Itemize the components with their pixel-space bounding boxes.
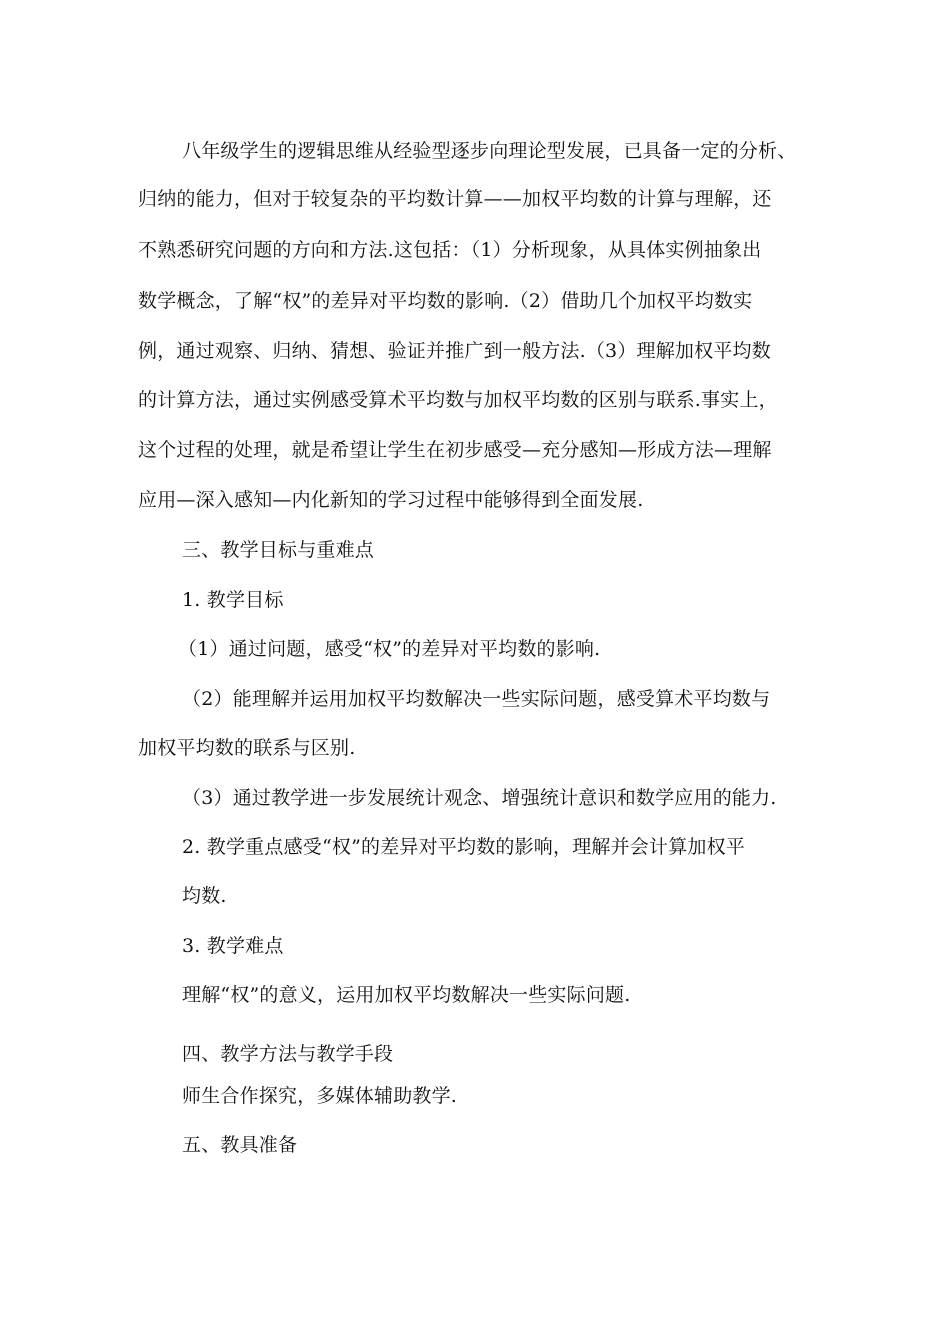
paragraph-line: 例，通过观察、归纳、猜想、验证并推广到一般方法.（3）理解加权平均数 (138, 340, 771, 362)
section-heading-4: 四、教学方法与教学手段 (182, 1043, 394, 1065)
paragraph-line: 应用—深入感知—内化新知的学习过程中能够得到全面发展. (138, 489, 644, 511)
subheading-key-points: 2. 教学重点感受“权”的差异对平均数的影响，理解并会计算加权平 (182, 836, 745, 858)
difficulties-text: 理解“权”的意义，运用加权平均数解决一些实际问题. (182, 984, 631, 1006)
subheading-difficulties: 3. 教学难点 (182, 935, 284, 957)
paragraph-line: 这个过程的处理，就是希望让学生在初步感受—充分感知—形成方法—理解 (138, 439, 772, 461)
goal-item-1: （1）通过问题，感受“权”的差异对平均数的影响. (178, 638, 601, 660)
method-text: 师生合作探究，多媒体辅助教学. (182, 1085, 458, 1107)
key-points-cont: 均数. (182, 885, 227, 907)
paragraph-line: 八年级学生的逻辑思维从经验型逐步向理论型发展，已具备一定的分析、 (182, 140, 797, 162)
subheading-teaching-goals: 1. 教学目标 (182, 589, 284, 611)
paragraph-line: 数学概念，了解“权”的差异对平均数的影响.（2）借助几个加权平均数实 (138, 290, 753, 312)
section-heading-5: 五、教具准备 (182, 1134, 298, 1156)
paragraph-line: 不熟悉研究问题的方向和方法.这包括：（1）分析现象，从具体实例抽象出 (138, 239, 762, 261)
goal-item-2-cont: 加权平均数的联系与区别. (138, 737, 356, 759)
goal-item-2: （2）能理解并运用加权平均数解决一些实际问题，感受算术平均数与 (182, 688, 771, 710)
paragraph-line: 归纳的能力，但对于较复杂的平均数计算——加权平均数的计算与理解，还 (138, 188, 772, 210)
paragraph-line: 的计算方法，通过实例感受算术平均数与加权平均数的区别与联系.事实上， (138, 389, 778, 411)
section-heading-3: 三、教学目标与重难点 (182, 539, 375, 561)
goal-item-3: （3）通过教学进一步发展统计观念、增强统计意识和数学应用的能力. (182, 787, 777, 809)
